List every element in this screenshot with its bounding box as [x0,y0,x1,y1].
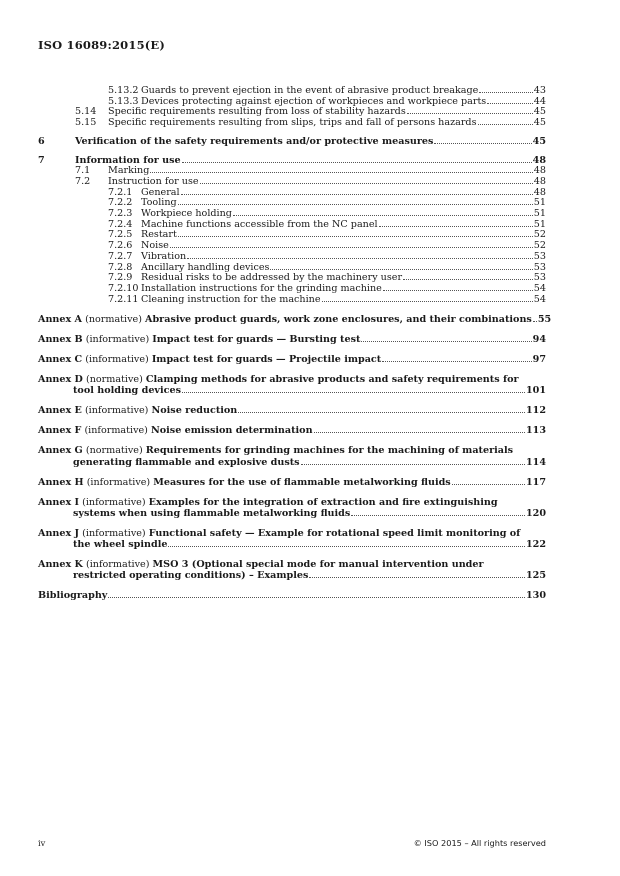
toc-number: 7 [38,154,45,166]
bibliography-title: Bibliography [38,590,108,602]
annex-title-continued: generating flammable and explosive dusts [73,456,300,468]
dot-leader [383,289,533,291]
annex-title: Abrasive product guards, work zone enclosures, and their combinations [145,314,532,326]
annex-title-continued: tool holding devices [73,385,181,397]
annex-page: 125 [525,570,546,582]
toc-number: 7.2 [75,175,91,187]
toc-title: Devices protecting against ejection of workpieces and workpiece parts [141,95,487,107]
toc-number: 6 [38,135,45,147]
annex-page: 114 [525,456,546,468]
toc-title: Residual risks to be addressed by the machinery user [141,272,403,284]
dot-leader [379,225,533,227]
bibliography-page: 130 [525,590,546,602]
toc-number: 7.2.5 [108,229,133,241]
annex-page: 120 [525,507,546,519]
toc-number: 7.2.6 [108,240,133,252]
toc-page: 53 [533,250,546,262]
toc-number: 7.2.11 [108,293,139,305]
annex-page: 117 [525,476,546,488]
toc-page: 45 [533,117,546,129]
toc-title: Ancillary handling devices [141,261,270,273]
annex-type: (informative) [85,334,150,346]
toc-page: 51 [533,208,546,220]
annex-title: Impact test for guards — Projectile impact [151,354,382,366]
toc-page: 43 [533,85,546,96]
dot-leader [361,340,531,342]
toc-number: 7.2.10 [108,282,139,294]
dot-leader [533,320,537,322]
annex-title: Examples for the integration of extraction and fire extinguishing [148,496,498,508]
annex-label: Annex H [38,476,84,488]
dot-leader [150,171,532,173]
dot-leader [382,360,531,362]
annex-title: Functional safety — Example for rotational speed limit monitoring of [148,527,521,539]
toc-annex-a[interactable] [38,314,552,326]
toc-page: 45 [532,135,546,147]
toc-annex-k[interactable] [38,559,546,582]
toc-annex-h[interactable] [38,477,546,488]
toc-annex-f[interactable] [38,425,546,436]
dot-leader [309,576,525,578]
dot-leader [434,142,531,144]
dot-leader [452,483,525,485]
toc-title: Noise [141,240,169,252]
toc-entry-7-2-11[interactable] [38,295,546,306]
annex-type: (informative) [86,476,151,488]
toc-annex-d[interactable] [38,374,546,397]
annex-page: 55 [537,314,552,326]
annex-label: Annex B [38,334,83,346]
annex-label: Annex K [38,559,83,571]
annex-page: 112 [525,405,546,417]
annex-type: (normative) [85,445,143,457]
dot-leader [108,596,525,598]
toc-annex-i[interactable] [38,497,546,520]
toc-title: Vibration [141,250,187,262]
toc-page: 48 [532,154,546,166]
dot-leader [182,161,532,163]
annex-type: (normative) [85,314,142,326]
toc-title: Cleaning instruction for the machine [141,293,321,305]
dot-leader [478,123,533,125]
copyright-notice: © ISO 2015 – All rights reserved [413,838,546,848]
toc-entry-6[interactable] [38,137,546,148]
toc-number: 7.2.4 [108,218,133,230]
toc-page: 48 [533,165,546,177]
toc-page: 51 [533,197,546,209]
toc-title: Restart [141,229,177,241]
toc-title: General [141,186,180,198]
toc-number: 7.1 [75,165,91,177]
toc-number: 5.13.2 [108,85,139,96]
toc-entry-5-15[interactable] [38,118,546,129]
toc-entry-7-2-7[interactable] [38,252,546,263]
dot-leader [270,268,532,270]
dot-leader [181,193,533,195]
dot-leader [170,246,533,248]
page-number: iv [38,838,46,848]
annex-label: Annex G [38,445,83,457]
annex-label: Annex I [38,496,80,508]
toc-page: 48 [533,186,546,198]
toc-page: 52 [533,229,546,241]
annex-page: 94 [532,334,546,346]
dot-leader [178,235,533,237]
toc-annex-e[interactable] [38,405,546,416]
dot-leader [487,102,533,104]
annex-title-continued: systems when using flammable metalworking fluids [73,507,351,519]
toc-title: Instruction for use [108,175,199,187]
annex-type: (informative) [82,496,146,508]
toc-number: 7.2.1 [108,186,133,198]
toc-number: 5.14 [75,106,97,118]
annex-label: Annex E [38,405,82,417]
toc-page: 54 [533,282,546,294]
toc-page: 44 [533,95,546,107]
toc-number: 7.2.8 [108,261,133,273]
annex-title-continued: the wheel spindle [73,539,168,551]
toc-bibliography[interactable] [38,590,546,601]
annex-title: MSO 3 (Optional special mode for manual intervention under [152,559,484,571]
annex-label: Annex J [38,527,80,539]
annex-title-continued: restricted operating conditions) – Examples [73,570,309,582]
toc-number: 5.15 [75,117,97,129]
annex-label: Annex A [38,314,83,326]
annex-page: 97 [532,354,546,366]
dot-leader [182,391,525,393]
toc-page: 52 [533,240,546,252]
toc-title: Verification of the safety requirements and/or protective measures [75,135,434,147]
page-footer [38,838,546,848]
dot-leader [407,112,533,114]
toc-number: 5.13.3 [108,95,139,107]
dot-leader [479,91,532,93]
annex-page: 101 [525,385,546,397]
toc-title: Information for use [75,154,181,166]
toc-page: 48 [533,175,546,187]
dot-leader [314,431,525,433]
toc-title: Specific requirements resulting from loss of stability hazards [108,106,406,118]
toc-annex-g[interactable] [38,445,546,468]
toc-title: Specific requirements resulting from slips, trips and fall of persons hazards [108,117,477,129]
toc-number: 7.2.2 [108,197,133,209]
annex-title: Requirements for grinding machines for the machining of materials [145,445,514,457]
annex-label: Annex C [38,354,83,366]
toc-title: Tooling [141,197,177,209]
annex-type: (informative) [85,354,149,366]
annex-title: Noise reduction [151,405,238,417]
dot-leader [168,545,525,547]
toc-title: Guards to prevent ejection in the event of abrasive product breakage [141,85,479,96]
dot-leader [238,411,525,413]
toc-page: 54 [533,293,546,305]
annex-title: Noise emission determination [150,425,313,437]
toc-title: Machine functions accessible from the NC panel [141,218,378,230]
annex-type: (informative) [84,425,148,437]
dot-leader [187,257,533,259]
dot-leader [233,214,533,216]
toc-page: 53 [533,272,546,284]
toc-title: Workpiece holding [141,208,232,220]
annex-page: 113 [525,425,546,437]
toc-annex-c[interactable] [38,354,546,365]
toc-title: Installation instructions for the grinding machine [141,282,382,294]
annex-type: (normative) [85,374,143,385]
toc-annex-j[interactable] [38,528,546,551]
dot-leader [200,182,533,184]
toc-number: 7.2.7 [108,250,133,262]
document-header: ISO 16089:2015(E) [38,38,166,52]
toc-annex-b[interactable] [38,334,546,345]
toc-page: 45 [533,106,546,118]
toc-title: Marking [108,165,150,177]
dot-leader [403,278,533,280]
toc-number: 7.2.9 [108,272,133,284]
toc-page: 53 [533,261,546,273]
dot-leader [351,514,525,516]
annex-type: (informative) [84,405,149,417]
dot-leader [178,203,533,205]
annex-title: Clamping methods for abrasive products and safety requirements for [145,374,519,385]
table-of-contents [38,85,552,602]
annex-label: Annex F [38,425,82,437]
dot-leader [301,463,525,465]
annex-title: Measures for the use of flammable metalworking fluids [153,476,451,488]
toc-number: 7.2.3 [108,208,133,220]
toc-page: 51 [533,218,546,230]
annex-type: (informative) [82,527,146,539]
dot-leader [322,300,533,302]
annex-type: (informative) [85,559,150,571]
annex-page: 122 [525,539,546,551]
annex-label: Annex D [38,374,83,385]
annex-title: Impact test for guards — Bursting test [152,334,361,346]
